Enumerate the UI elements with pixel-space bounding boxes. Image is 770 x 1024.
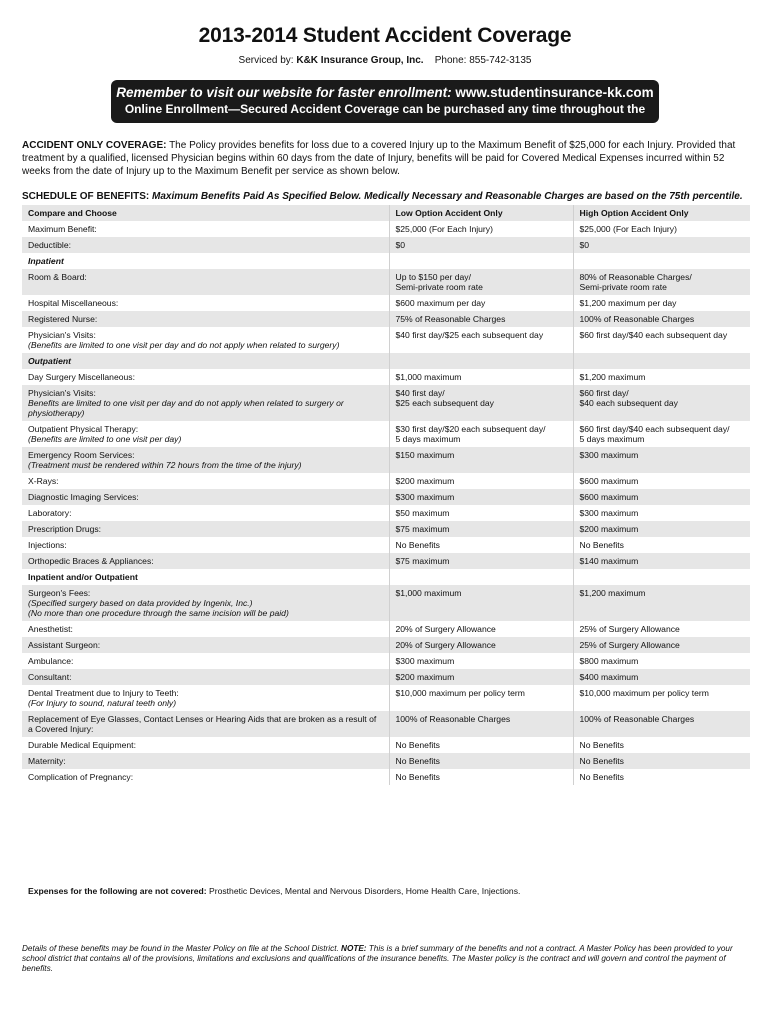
benefit-label: Assistant Surgeon: (28, 640, 101, 650)
benefit-label-cell (22, 637, 389, 653)
table-row (22, 447, 750, 473)
benefit-label-cell (22, 237, 389, 253)
serviced-label: Serviced by: (238, 55, 294, 66)
not-covered-text: Prosthetic Devices, Mental and Nervous Disorders, Home Health Care, Injections. (208, 886, 521, 896)
table-row (22, 253, 750, 269)
table-row (22, 327, 750, 353)
low-option-value: $1,000 maximum (389, 369, 573, 385)
high-option-value: 100% of Reasonable Charges (573, 311, 750, 327)
benefits-table (22, 205, 750, 785)
high-option-value: $25,000 (For Each Injury) (573, 221, 750, 237)
table-row (22, 473, 750, 489)
benefit-label: Orthopedic Braces & Appliances: (28, 556, 154, 566)
benefit-label: Physician's Visits: (28, 388, 96, 398)
table-row (22, 269, 750, 295)
low-option-value: 100% of Reasonable Charges (389, 711, 573, 737)
benefit-label-cell (22, 447, 389, 473)
low-option-value: $300 maximum (389, 653, 573, 669)
benefit-note: Benefits are limited to one visit per day and do not apply when related to surgery or physiotherapy) (28, 398, 344, 418)
benefit-label: Physician's Visits: (28, 330, 96, 340)
low-option-value: $40 first day/ $25 each subsequent day (389, 385, 573, 421)
website-link[interactable]: www.studentinsurance-kk.com (455, 85, 654, 100)
benefit-label: Laboratory: (28, 508, 72, 518)
table-row (22, 537, 750, 553)
serviced-by-line (0, 55, 770, 66)
low-option-value: No Benefits (389, 737, 573, 753)
benefit-label: Injections: (28, 540, 67, 550)
phone-number: Phone: 855-742-3135 (434, 55, 532, 66)
low-option-value: $30 first day/$20 each subsequent day/ 5 days maximum (389, 421, 573, 447)
benefit-label-cell (22, 711, 389, 737)
low-option-value: $25,000 (For Each Injury) (389, 221, 573, 237)
benefit-label: Replacement of Eye Glasses, Contact Lenses or Hearing Aids that are broken as a result of a Covered Injury: (28, 714, 377, 734)
high-option-value: No Benefits (573, 769, 750, 785)
coverage-intro (22, 139, 750, 178)
banner-line-1 (111, 84, 659, 101)
benefit-label-cell (22, 369, 389, 385)
benefit-note: (For Injury to sound, natural teeth only) (28, 698, 177, 708)
high-option-value: $60 first day/$40 each subsequent day (573, 327, 750, 353)
low-option-value: $75 maximum (389, 521, 573, 537)
benefit-label: Dental Treatment due to Injury to Teeth: (28, 688, 179, 698)
footnote-text-1: Details of these benefits may be found in the Master Policy on file at the School District. (22, 944, 339, 953)
low-option-value: No Benefits (389, 753, 573, 769)
low-option-value: $75 maximum (389, 553, 573, 569)
benefit-label: Room & Board: (28, 272, 87, 282)
table-row (22, 505, 750, 521)
not-covered-note (28, 886, 748, 896)
low-option-value: 20% of Surgery Allowance (389, 637, 573, 653)
high-option-value: $600 maximum (573, 489, 750, 505)
benefit-label: Registered Nurse: (28, 314, 98, 324)
note-label: NOTE: (341, 944, 367, 953)
high-option-value: $10,000 maximum per policy term (573, 685, 750, 711)
high-option-value: $800 maximum (573, 653, 750, 669)
benefit-label-cell (22, 553, 389, 569)
benefit-label-cell (22, 327, 389, 353)
table-row (22, 311, 750, 327)
benefit-label: Deductible: (28, 240, 71, 250)
benefit-label-cell (22, 505, 389, 521)
benefit-label: Consultant: (28, 672, 72, 682)
low-option-value: $40 first day/$25 each subsequent day (389, 327, 573, 353)
benefit-label-cell (22, 621, 389, 637)
high-option-value: No Benefits (573, 537, 750, 553)
high-option-value: 100% of Reasonable Charges (573, 711, 750, 737)
banner-line-2: Online Enrollment—Secured Accident Coverage can be purchased any time throughout the year. (124, 102, 646, 133)
benefit-label: Maternity: (28, 756, 66, 766)
empty-cell (573, 569, 750, 585)
high-option-value: $1,200 maximum per day (573, 295, 750, 311)
low-option-value: 75% of Reasonable Charges (389, 311, 573, 327)
table-row (22, 221, 750, 237)
benefit-label-cell (22, 769, 389, 785)
intro-label: ACCIDENT ONLY COVERAGE: (22, 140, 167, 151)
benefit-label: Emergency Room Services: (28, 450, 135, 460)
low-option-value: No Benefits (389, 537, 573, 553)
table-row (22, 585, 750, 621)
low-option-value: $150 maximum (389, 447, 573, 473)
footnote-text-2: This is a brief summary of the benefits and not a contract. A Master Policy has been provided to your school district that contains all of the provisions, limitations and exclusions and qualifications of the insurance benefits. The Master policy is the contract and will govern and control the payment of benefits. (22, 944, 733, 973)
benefit-label: Hospital Miscellaneous: (28, 298, 119, 308)
table-row (22, 653, 750, 669)
table-row (22, 569, 750, 585)
not-covered-label: Expenses for the following are not covered: (28, 886, 207, 896)
benefit-label: Outpatient Physical Therapy: (28, 424, 139, 434)
banner-prefix: Remember to visit our website for faster enrollment: (116, 85, 452, 100)
benefit-label-cell (22, 311, 389, 327)
low-option-value: $600 maximum per day (389, 295, 573, 311)
low-option-value: $0 (389, 237, 573, 253)
low-option-value: Up to $150 per day/ Semi-private room rate (389, 269, 573, 295)
benefit-label-cell (22, 521, 389, 537)
benefit-label-cell (22, 653, 389, 669)
schedule-text: Maximum Benefits Paid As Specified Below. Medically Necessary and Reasonable Charges are based on the 75th percentile. (152, 191, 743, 202)
benefit-note: (Treatment must be rendered within 72 hours from the time of the injury) (28, 460, 302, 470)
benefit-note: (Specified surgery based on data provided by Ingenix, Inc.) (No more than one procedure through the same incision will be paid) (28, 598, 289, 618)
table-row (22, 737, 750, 753)
table-row (22, 369, 750, 385)
low-option-value: No Benefits (389, 769, 573, 785)
column-header: High Option Accident Only (573, 205, 750, 221)
table-row (22, 621, 750, 637)
high-option-value: $300 maximum (573, 447, 750, 473)
benefit-label: Diagnostic Imaging Services: (28, 492, 139, 502)
table-row (22, 295, 750, 311)
high-option-value: $300 maximum (573, 505, 750, 521)
enrollment-banner (111, 80, 659, 133)
high-option-value: $60 first day/$40 each subsequent day/ 5 days maximum (573, 421, 750, 447)
benefit-label-cell (22, 269, 389, 295)
benefit-label-cell (22, 537, 389, 553)
benefit-label: Day Surgery Miscellaneous: (28, 372, 135, 382)
empty-cell (573, 353, 750, 369)
high-option-value: $0 (573, 237, 750, 253)
high-option-value: $1,200 maximum (573, 585, 750, 621)
column-header: Low Option Accident Only (389, 205, 573, 221)
footnote (22, 944, 750, 974)
benefit-label-cell (22, 685, 389, 711)
low-option-value: $200 maximum (389, 669, 573, 685)
benefit-label-cell (22, 737, 389, 753)
table-row (22, 711, 750, 737)
table-row (22, 385, 750, 421)
table-header-row (22, 205, 750, 221)
high-option-value: 80% of Reasonable Charges/ Semi-private room rate (573, 269, 750, 295)
benefit-label: Durable Medical Equipment: (28, 740, 136, 750)
column-header: Compare and Choose (22, 205, 389, 221)
section-heading: Outpatient (22, 353, 389, 369)
empty-cell (573, 253, 750, 269)
benefit-label-cell (22, 421, 389, 447)
empty-cell (389, 353, 573, 369)
company-name: K&K Insurance Group, Inc. (296, 55, 424, 66)
table-row (22, 685, 750, 711)
benefit-label-cell (22, 489, 389, 505)
table-row (22, 753, 750, 769)
table-row (22, 353, 750, 369)
benefit-label: Surgeon's Fees: (28, 588, 91, 598)
high-option-value: No Benefits (573, 737, 750, 753)
high-option-value: $1,200 maximum (573, 369, 750, 385)
low-option-value: $300 maximum (389, 489, 573, 505)
table-row (22, 521, 750, 537)
low-option-value: $1,000 maximum (389, 585, 573, 621)
empty-cell (389, 569, 573, 585)
section-heading: Inpatient and/or Outpatient (28, 572, 138, 582)
high-option-value: No Benefits (573, 753, 750, 769)
table-row (22, 669, 750, 685)
benefit-note: (Benefits are limited to one visit per day and do not apply when related to surgery) (28, 340, 340, 350)
page-title: 2013-2014 Student Accident Coverage (198, 24, 572, 47)
table-row (22, 237, 750, 253)
low-option-value: $200 maximum (389, 473, 573, 489)
benefit-label: Anesthetist: (28, 624, 73, 634)
schedule-heading (22, 191, 750, 203)
high-option-value: $200 maximum (573, 521, 750, 537)
benefit-label: Prescription Drugs: (28, 524, 102, 534)
benefit-label: X-Rays: (28, 476, 59, 486)
table-row (22, 769, 750, 785)
low-option-value: 20% of Surgery Allowance (389, 621, 573, 637)
section-heading: Inpatient (28, 256, 64, 266)
table-row (22, 421, 750, 447)
benefit-label: Complication of Pregnancy: (28, 772, 134, 782)
high-option-value: 25% of Surgery Allowance (573, 621, 750, 637)
intro-text: The Policy provides benefits for loss due to a covered Injury up to the Maximum Benefit of $25,000 for each Injury. Provided that treatment by a qualified, licensed Physician begins within 60 days from the date of Injury, benefits will be paid for Covered Medical Expenses incurred within 52 weeks from the date of Injury up to the Maximum Benefit per service as shown below. (22, 140, 736, 177)
table-row (22, 637, 750, 653)
high-option-value: 25% of Surgery Allowance (573, 637, 750, 653)
schedule-label: SCHEDULE OF BENEFITS: (22, 191, 150, 202)
low-option-value: $10,000 maximum per policy term (389, 685, 573, 711)
table-row (22, 489, 750, 505)
benefit-label-cell (22, 221, 389, 237)
empty-cell (389, 253, 573, 269)
high-option-value: $600 maximum (573, 473, 750, 489)
benefit-label-cell (22, 585, 389, 621)
benefit-label-cell (22, 753, 389, 769)
benefit-note: (Benefits are limited to one visit per day) (28, 434, 182, 444)
low-option-value: $50 maximum (389, 505, 573, 521)
benefit-label-cell (22, 669, 389, 685)
high-option-value: $60 first day/ $40 each subsequent day (573, 385, 750, 421)
high-option-value: $140 maximum (573, 553, 750, 569)
high-option-value: $400 maximum (573, 669, 750, 685)
table-row (22, 553, 750, 569)
benefit-label: Ambulance: (28, 656, 74, 666)
benefit-label: Maximum Benefit: (28, 224, 97, 234)
benefit-label-cell (22, 473, 389, 489)
benefit-label-cell (22, 385, 389, 421)
benefit-label-cell (22, 295, 389, 311)
